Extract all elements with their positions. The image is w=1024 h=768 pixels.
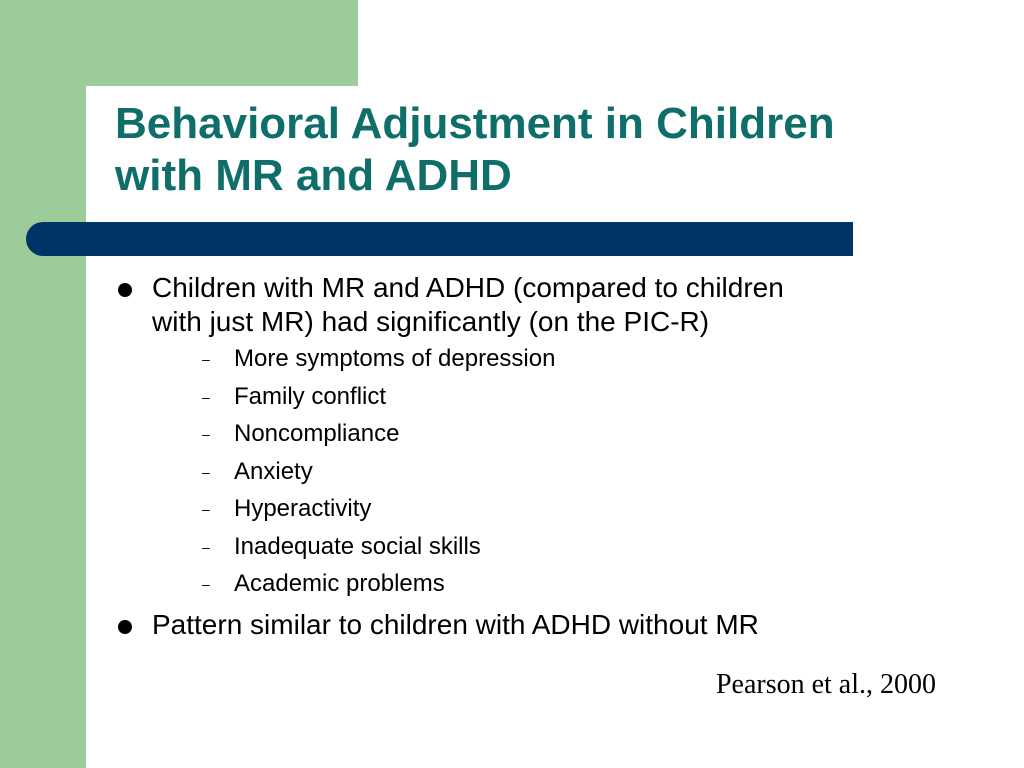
dash-icon: – [202,463,210,480]
bullet-text-line-1: Children with MR and ADHD (compared to children [152,272,784,303]
sub-bullet-text: Academic problems [234,570,445,597]
sub-bullet-item [152,458,995,486]
dash-icon: – [202,576,210,592]
dash-icon: – [202,501,210,517]
slide-title [115,98,1005,202]
sub-bullet-item [152,383,995,411]
sub-bullet-text: Family conflict [234,382,387,410]
slide-body [115,268,995,642]
dash-icon: – [202,538,210,555]
left-accent-band [0,0,86,768]
sub-bullet-item [152,495,995,523]
sub-bullet-item [152,420,995,448]
sub-bullet-item [152,533,995,561]
sub-bullet-list [152,345,995,598]
dash-icon: – [202,426,210,442]
bullet-dot-icon [118,620,132,634]
slide-title-line-1: Behavioral Adjustment in Children [115,99,835,148]
sub-bullet-text: More symptoms of depression [234,345,556,372]
bullet-text: Pattern similar to children with ADHD without MR [152,609,759,640]
top-accent-band [0,0,358,86]
citation: Pearson et al., 2000 [715,669,936,700]
sub-bullet-text: Hyperactivity [234,495,372,522]
dash-icon: – [202,388,210,405]
bullet-text-line-2: with just MR) had significantly (on the PIC-R) [152,306,710,337]
sub-bullet-text: Noncompliance [234,420,400,447]
slide-title-line-2: with MR and ADHD [115,151,512,200]
sub-bullet-text: Anxiety [234,457,313,485]
sub-bullet-item [152,345,995,373]
bullet-item [115,608,995,642]
sub-bullet-text: Inadequate social skills [234,532,481,560]
bullet-dot-icon [118,283,132,297]
bullet-item [115,271,995,598]
sub-bullet-item [152,570,995,598]
dash-icon: – [202,351,210,367]
title-underline-bar [26,222,853,256]
